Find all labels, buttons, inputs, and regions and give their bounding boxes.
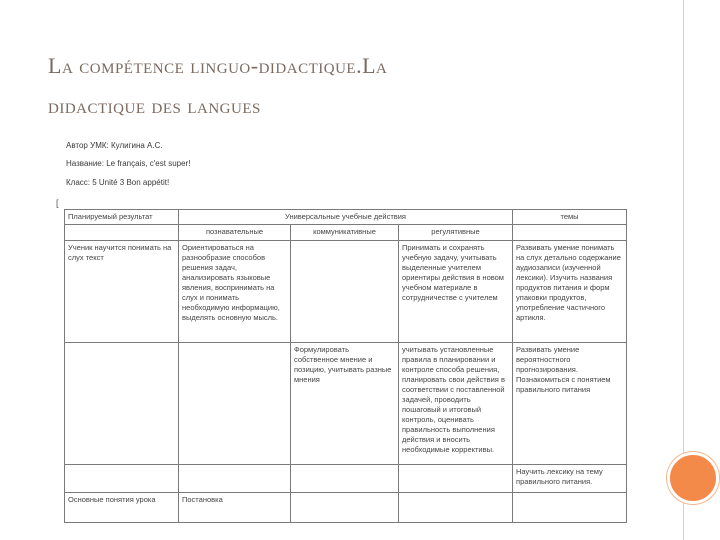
row3-planned — [65, 465, 179, 493]
table-subheader-row — [65, 225, 627, 241]
grade-line: Класс: 5 Unité 3 Bon appétit! — [66, 178, 170, 187]
course-line: Название: Le français, c'est super! — [66, 159, 191, 168]
row3-regulatory — [399, 465, 513, 493]
header-communicative: коммуникативные — [291, 225, 399, 241]
table-row — [65, 465, 627, 493]
row3-topic: Научить лексику на тему правильного питания. — [513, 465, 627, 493]
slide-title-line2: didactique des langues — [48, 93, 261, 118]
row2-topic: Развивать умение вероятностного прогнозирования. Познакомиться с понятием правильного питания — [513, 343, 627, 465]
slide-title — [48, 46, 668, 126]
row1-cognitive: Ориентироваться на разнообразие способов решения задач, анализировать языковые явления, воспринимать на слух и понимать необходимую информацию, выделять основную мысль. — [179, 241, 291, 343]
header-topic: темы — [513, 210, 627, 225]
slide-title-line1: La compétence linguo-didactique.La — [48, 53, 388, 78]
row4-planned: Основные понятия урока — [65, 493, 179, 523]
row2-communicative: Формулировать собственное мнение и позицию, учитывать разные мнения — [291, 343, 399, 465]
header-universal: Универсальные учебные действия — [179, 210, 513, 225]
row1-planned: Ученик научится понимать на слух текст — [65, 241, 179, 343]
row4-regulatory — [399, 493, 513, 523]
table-row — [65, 343, 627, 465]
row2-regulatory: учитывать установленные правила в планировании и контроле способа решения, планировать свои действия в соответствии с поставленной задачей, проводить пошаговый и итоговый контроль, оценивать правильность выполнения действия и вносить необходимые коррективы. — [399, 343, 513, 465]
bracket-mark: [ — [56, 198, 59, 208]
row3-communicative — [291, 465, 399, 493]
header-planned: Планируемый результат — [65, 210, 179, 225]
table-row — [65, 241, 627, 343]
row1-communicative — [291, 241, 399, 343]
lesson-table — [64, 209, 627, 523]
row4-topic — [513, 493, 627, 523]
table-header-row — [65, 210, 627, 225]
row2-cognitive — [179, 343, 291, 465]
header-regulatory: регулятивные — [399, 225, 513, 241]
row2-planned — [65, 343, 179, 465]
row3-cognitive — [179, 465, 291, 493]
row4-communicative — [291, 493, 399, 523]
subheader-empty — [65, 225, 179, 241]
row1-regulatory: Принимать и сохранять учебную задачу, учитывать выделенные учителем ориентиры действия в новом учебном материале в сотрудничестве с учителем — [399, 241, 513, 343]
table-row — [65, 493, 627, 523]
row1-topic: Развивать умение понимать на слух детально содержание аудиозаписи (изученной лексики). Изучить названия продуктов питания и форм упаковки продуктов, употребление частичного артикля. — [513, 241, 627, 343]
subheader-topic-empty — [513, 225, 627, 241]
header-cognitive: познавательные — [179, 225, 291, 241]
author-line: Автор УМК: Кулигина А.С. — [66, 141, 163, 150]
orange-circle-decoration — [667, 452, 719, 504]
row4-cognitive: Постановка — [179, 493, 291, 523]
lesson-plan-document — [58, 132, 628, 520]
